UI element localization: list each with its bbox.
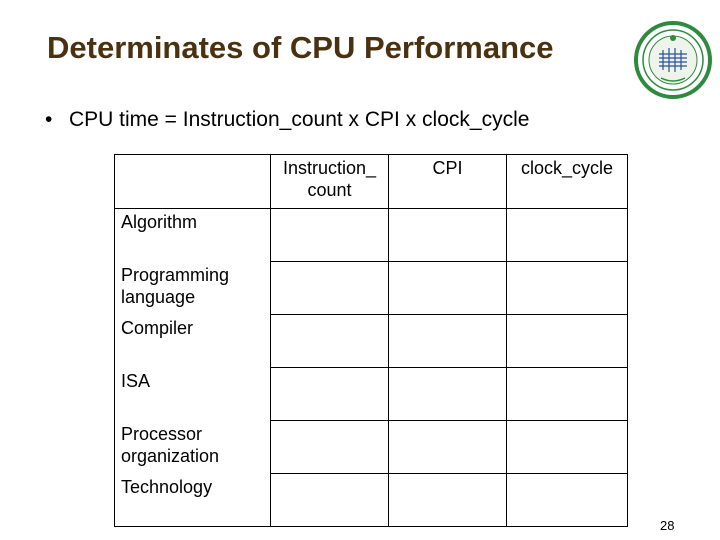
row-label: ISA xyxy=(115,368,271,421)
header-cell-cpi: CPI xyxy=(389,155,507,209)
table-cell xyxy=(507,209,628,262)
table-cell xyxy=(507,474,628,527)
table-row xyxy=(115,209,628,262)
table-cell xyxy=(271,262,389,315)
table-cell xyxy=(389,315,507,368)
header-cell-clock-cycle: clock_cycle xyxy=(507,155,628,209)
table-cell xyxy=(271,474,389,527)
row-label: Technology xyxy=(115,474,271,527)
row-label: Programming language xyxy=(115,262,271,315)
table-row xyxy=(115,474,628,527)
bullet-text: CPU time = Instruction_count x CPI x clock_cycle xyxy=(69,108,530,131)
table-row xyxy=(115,262,628,315)
table-cell xyxy=(507,262,628,315)
header-cell-empty xyxy=(115,155,271,209)
page-number: 28 xyxy=(660,518,675,533)
table-cell xyxy=(271,315,389,368)
row-label: Processor organization xyxy=(115,421,271,474)
table-cell xyxy=(507,368,628,421)
row-label: Algorithm xyxy=(115,209,271,262)
table-row xyxy=(115,421,628,474)
slide-title: Determinates of CPU Performance xyxy=(47,30,554,65)
table-header-row xyxy=(115,155,628,209)
table-cell xyxy=(507,315,628,368)
header-cell-instruction-count: Instruction_ count xyxy=(271,155,389,209)
table-cell xyxy=(507,421,628,474)
row-label: Compiler xyxy=(115,315,271,368)
table-cell xyxy=(389,368,507,421)
table-cell xyxy=(271,368,389,421)
table-cell xyxy=(271,209,389,262)
table-cell xyxy=(389,209,507,262)
bullet-formula xyxy=(45,108,529,132)
table-cell xyxy=(271,421,389,474)
table-cell xyxy=(389,421,507,474)
table-row xyxy=(115,368,628,421)
table-cell xyxy=(389,474,507,527)
bullet-point-icon: • xyxy=(45,108,53,131)
table-row xyxy=(115,315,628,368)
table-cell xyxy=(389,262,507,315)
university-seal-icon xyxy=(633,20,713,100)
performance-factor-table xyxy=(114,154,628,527)
